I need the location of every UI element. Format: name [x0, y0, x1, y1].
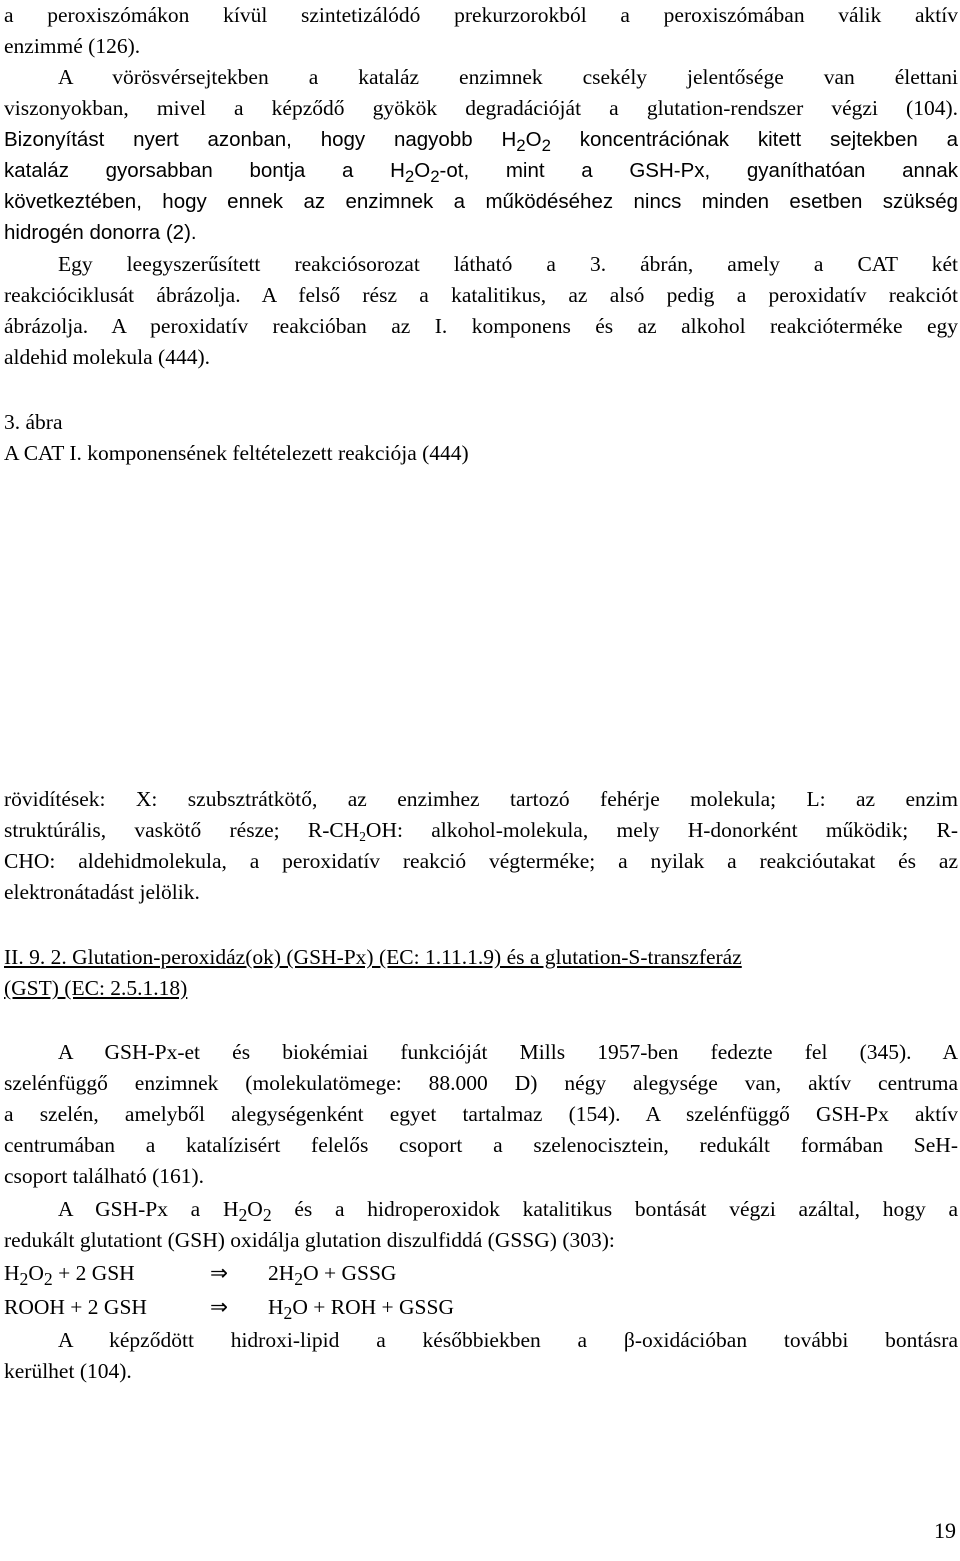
paragraph-line: hidrogén donorra (2).: [4, 221, 197, 244]
subscript: 2: [294, 1269, 304, 1290]
paragraph-line: [58, 1194, 958, 1225]
figure-placeholder: [4, 470, 958, 770]
text-segment: -ot, mint a GSH-Px, gyaníthatóan annak: [439, 159, 958, 182]
paragraph-line: Egy leegyszerűsített reakciósorozat látható a 3. ábrán, amely a CAT két: [58, 252, 958, 276]
section-heading: II. 9. 2. Glutation-peroxidáz(ok) (GSH-Px) (EC: 1.11.1.9) és a glutation-S-transzferáz: [4, 945, 742, 969]
text-segment: A képződött hidroxi-lipid a későbbiekben a: [58, 1328, 624, 1352]
text-segment: O: [247, 1197, 263, 1221]
text-segment: O: [28, 1261, 44, 1285]
text-segment: és a hidroperoxidok katalitikus bontását végzi azáltal, hogy a: [271, 1197, 958, 1221]
paragraph-line: [4, 124, 958, 155]
subscript: 2: [43, 1269, 53, 1290]
subscript: 2: [238, 1205, 248, 1226]
paragraph-line: A vörösvérsejtekben a kataláz enzimnek csekély jelentősége van élettani: [58, 65, 958, 89]
abbreviations-line: rövidítések: X: szubsztrátkötő, az enzimhez tartozó fehérje molekula; L: az enzim: [4, 787, 958, 811]
subscript: 2: [404, 167, 415, 187]
figure-caption: A CAT I. komponensének feltételezett reakciója (444): [4, 441, 469, 465]
paragraph-line: csoport található (161).: [4, 1164, 205, 1188]
figure-number: 3. ábra: [4, 410, 63, 434]
paragraph-line: ábrázolja. A peroxidatív reakcióban az I. komponens és az alkohol reakcióterméke egy: [4, 314, 958, 338]
text-segment: OH: alkohol-molekula, mely H-donorként működik; R-: [365, 818, 958, 842]
paragraph-line: A GSH-Px-et és biokémiai funkcióját Mills 1957-ben fedezte fel (345). A: [58, 1040, 958, 1064]
text-segment: O + GSSG: [303, 1261, 397, 1285]
abbreviations-line: elektronátadást jelölik.: [4, 880, 200, 904]
subscript: 2: [262, 1205, 272, 1226]
implies-arrow-icon: ⇒: [210, 1295, 229, 1319]
paragraph-line: szelénfüggő enzimnek (molekulatömege: 88.000 D) négy alegysége van, aktív centruma: [4, 1071, 958, 1095]
subscript: 2: [359, 828, 366, 844]
subscript: 2: [541, 136, 551, 156]
text-segment: H: [268, 1295, 284, 1319]
text-segment: Bizonyítást nyert azonban, hogy nagyobb H: [4, 128, 517, 151]
text-segment: H: [4, 1261, 20, 1285]
equation-right: [268, 1258, 396, 1289]
text-segment: 2H: [268, 1261, 295, 1285]
page-number: 19: [934, 1518, 956, 1543]
paragraph-line: kerülhet (104).: [4, 1359, 132, 1383]
equation-left: ROOH + 2 GSH: [4, 1295, 147, 1319]
text-segment: struktúrális, vaskötő része; R-CH: [4, 818, 360, 842]
subscript: 2: [430, 167, 440, 187]
implies-arrow-icon: ⇒: [210, 1261, 229, 1285]
abbreviations-line: [4, 815, 958, 846]
equation-right: [268, 1292, 454, 1323]
section-heading: (GST) (EC: 2.5.1.18): [4, 976, 188, 1000]
paragraph-line: viszonyokban, mivel a képződő gyökök degradációját a glutation-rendszer végzi (104).: [4, 96, 958, 120]
paragraph-line: redukált glutationt (GSH) oxidálja glutation diszulfiddá (GSSG) (303):: [4, 1228, 615, 1252]
subscript: 2: [19, 1269, 29, 1290]
paragraph-line: a szelén, amelyből alegységenként egyet tartalmaz (154). A szelénfüggő GSH-Px aktív: [4, 1102, 958, 1126]
paragraph-line: a peroxiszómákon kívül szintetizálódó prekurzorokból a peroxiszómában válik aktív: [4, 3, 958, 27]
text-segment: O: [414, 159, 431, 182]
paragraph-line: [58, 1325, 958, 1356]
subscript: 2: [283, 1303, 293, 1324]
text-segment: koncentrációnak kitett sejtekben a: [550, 128, 958, 151]
text-segment: -oxidációban további bontásra: [634, 1328, 958, 1352]
text-segment: + 2 GSH: [52, 1261, 135, 1285]
paragraph-line: centrumában a katalízisért felelős csoport a szelenocisztein, redukált formában SeH-: [4, 1133, 958, 1157]
text-segment: kataláz gyorsabban bontja a H: [4, 159, 405, 182]
paragraph-line: [4, 155, 958, 186]
text-segment: A GSH-Px a H: [58, 1197, 239, 1221]
equation-left: [4, 1258, 135, 1289]
paragraph-line: következtében, hogy ennek az enzimnek a működéséhez nincs minden esetben szükség: [4, 190, 958, 213]
paragraph-line: reakcióciklusát ábrázolja. A felső rész a katalitikus, az alsó pedig a peroxidatív reakciót: [4, 283, 958, 307]
abbreviations-line: CHO: aldehidmolekula, a peroxidatív reakció végterméke; a nyilak a reakcióutakat és az: [4, 849, 958, 873]
text-segment: O + ROH + GSSG: [292, 1295, 454, 1319]
paragraph-line: aldehid molekula (444).: [4, 345, 210, 369]
beta-symbol: β: [623, 1328, 635, 1352]
paragraph-line: enzimmé (126).: [4, 34, 141, 58]
subscript: 2: [516, 136, 526, 156]
text-segment: O: [525, 128, 542, 151]
